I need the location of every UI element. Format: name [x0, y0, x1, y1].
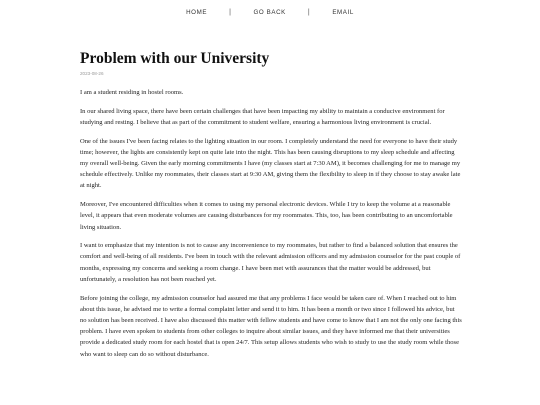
article-paragraph: Moreover, I've encountered difficulties when it comes to using my personal electronic devices. While I try to keep the volume at a reasonable level, it appears that even moderate volumes are causing disturbances for my roommates. This, too, has been contributing to an uncomfortable living situation.: [80, 201, 453, 231]
blog-article: [80, 50, 462, 367]
article-paragraph: One of the issues I've been facing relates to the lighting situation in our room. I completely understand the need for everyone to have their study time; however, the lights are consistently kept on quite late into the night. This has been causing disruptions to my sleep schedule and affecting my overall well-being. Given the early morning commitments I have (my classes start at 7:30 AM), it becomes challenging for me to manage my schedule effectively. Unlike my roommates, their classes start at 9:30 AM, giving them the flexibility to sleep in if they choose to stay awake late at night.: [80, 137, 461, 190]
article-title: Problem with our University: [80, 50, 270, 67]
nav-home-link[interactable]: HOME: [186, 8, 208, 16]
nav-email-link[interactable]: EMAIL: [332, 8, 354, 16]
article-body: [80, 87, 462, 360]
article-paragraph: Before joining the college, my admission counselor had assured me that any problems I face would be taken care of. When I reached out to him about this issue, he advised me to write a formal complaint letter and send it to him. It has been a month or two since I followed his advice, but no solution has been received. I have also discussed this matter with fellow students and have come to know that I am not the only one facing this problem. I have even spoken to students from other colleges to inquire about similar issues, and they have informed me that their universities provide a dedicated study room for each hostel that is open 24/7. This setup allows students who wish to study to use the study room while those who want to sleep can do so without disturbance.: [80, 294, 462, 358]
article-date: 2023-08-26: [80, 71, 104, 76]
nav-separator: |: [307, 8, 311, 16]
article-paragraph: In our shared living space, there have been certain challenges that have been impacting my ability to maintain a conducive environment for studying and resting. I believe that as part of the commitment to student welfare, ensuring a harmonious living environment is crucial.: [80, 107, 445, 126]
article-paragraph: I am a student residing in hostel rooms.: [80, 89, 184, 96]
nav-go-back-link[interactable]: GO BACK: [253, 8, 286, 16]
article-paragraph: I want to emphasize that my intention is not to cause any inconvenience to my roommates, but rather to find a balanced solution that ensures the comfort and well-being of all residents. I've been in touch with the relevant admission officers and my admission counselor for the past couple of months, expressing my concerns and seeking a room change. I have been met with assurances that the matter would be addressed, but unfortunately, a resolution has not been reached yet.: [80, 242, 461, 283]
nav-separator: |: [229, 8, 232, 16]
top-navigation: [0, 6, 540, 18]
